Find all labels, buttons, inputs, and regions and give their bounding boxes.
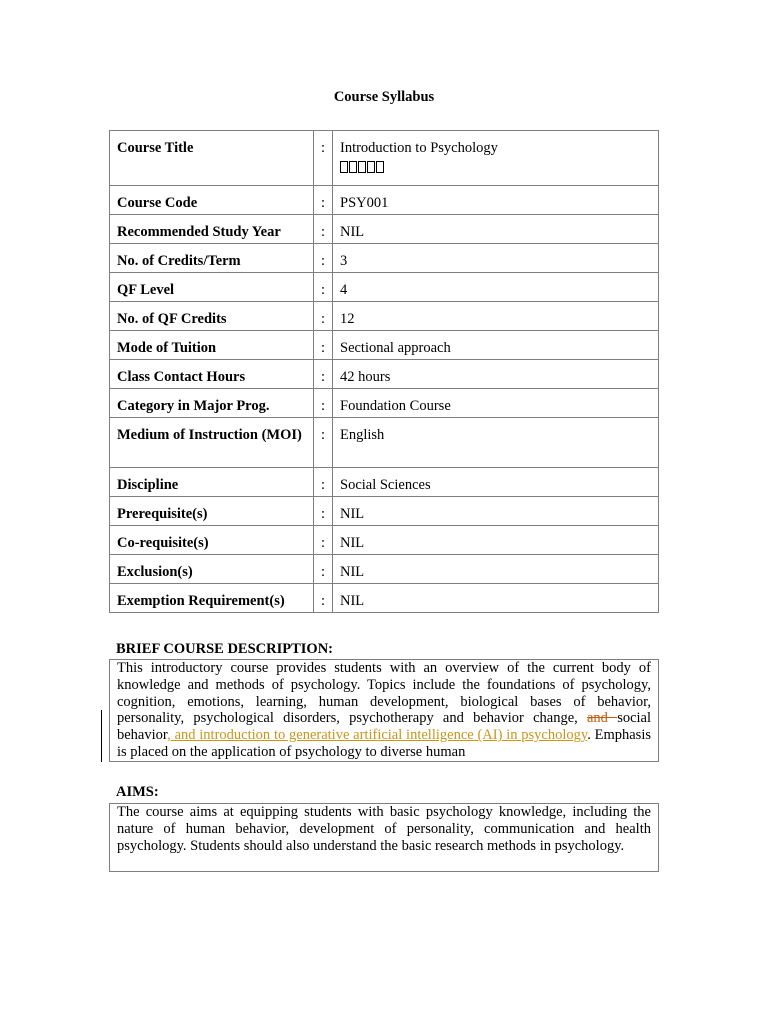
row-colon: : — [314, 389, 333, 418]
row-label: Course Title — [110, 131, 314, 186]
aims-heading: AIMS: — [116, 784, 159, 800]
missing-glyph-icon — [340, 161, 348, 173]
row-colon: : — [314, 468, 333, 497]
row-label: Exclusion(s) — [110, 555, 314, 584]
tracked-deletion: and — [587, 710, 618, 727]
row-label: Mode of Tuition — [110, 331, 314, 360]
row-colon: : — [314, 526, 333, 555]
description-text: . Emphasis is placed on the application of psychology to diverse human — [117, 727, 651, 760]
row-label: Medium of Instruction (MOI) — [110, 418, 314, 468]
row-value — [333, 131, 659, 186]
row-value: 12 — [333, 302, 659, 331]
row-value: Foundation Course — [333, 389, 659, 418]
row-colon: : — [314, 360, 333, 389]
row-value: NIL — [333, 497, 659, 526]
row-value: NIL — [333, 584, 659, 613]
row-label: Class Contact Hours — [110, 360, 314, 389]
row-colon: : — [314, 497, 333, 526]
row-value: 3 — [333, 244, 659, 273]
row-value: 4 — [333, 273, 659, 302]
row-colon: : — [314, 418, 333, 468]
table-row — [110, 360, 659, 389]
row-label: No. of QF Credits — [110, 302, 314, 331]
table-row — [110, 497, 659, 526]
table-row — [110, 555, 659, 584]
table-row — [110, 526, 659, 555]
aims-text: The course aims at equipping students with basic psychology knowledge, including the nature of human behavior, development of personality, communication and health psychology. Students should also understand the basic research methods in psychology. — [117, 804, 651, 854]
tracked-insertion: , and introduction to generative artificial intelligence (AI) in psychology — [167, 727, 588, 744]
row-colon: : — [314, 302, 333, 331]
table-row — [110, 215, 659, 244]
description-box — [109, 659, 659, 762]
change-bar — [101, 710, 102, 762]
description-text: social behavior — [117, 710, 652, 744]
missing-glyphs — [340, 161, 651, 173]
table-row — [110, 131, 659, 186]
row-colon: : — [314, 555, 333, 584]
row-label: Recommended Study Year — [110, 215, 314, 244]
missing-glyph-icon — [349, 161, 357, 173]
row-label: Category in Major Prog. — [110, 389, 314, 418]
row-value: NIL — [333, 215, 659, 244]
table-row — [110, 418, 659, 468]
row-value: NIL — [333, 526, 659, 555]
table-row — [110, 244, 659, 273]
row-value: Social Sciences — [333, 468, 659, 497]
row-colon: : — [314, 584, 333, 613]
row-label: Exemption Requirement(s) — [110, 584, 314, 613]
row-value: Sectional approach — [333, 331, 659, 360]
row-label: Discipline — [110, 468, 314, 497]
table-row — [110, 584, 659, 613]
row-label: QF Level — [110, 273, 314, 302]
table-row — [110, 273, 659, 302]
course-info-table — [109, 130, 659, 613]
description-text: This introductory course provides students with an overview of the current body of knowledge and methods of psychology. Topics include the foundations of psychology, cognition, emotions, learning, human development, biological bases of behavior, personality, psychological disorders, psychotherapy and behavior change, — [117, 660, 651, 727]
table-row — [110, 331, 659, 360]
aims-box — [109, 803, 659, 872]
row-value: PSY001 — [333, 186, 659, 215]
table-row — [110, 389, 659, 418]
missing-glyph-icon — [358, 161, 366, 173]
row-label: Course Code — [110, 186, 314, 215]
missing-glyph-icon — [367, 161, 375, 173]
row-label: No. of Credits/Term — [110, 244, 314, 273]
row-colon: : — [314, 186, 333, 215]
row-colon: : — [314, 331, 333, 360]
table-row — [110, 302, 659, 331]
table-row — [110, 186, 659, 215]
description-heading: BRIEF COURSE DESCRIPTION: — [116, 641, 333, 657]
row-colon: : — [314, 131, 333, 186]
row-colon: : — [314, 273, 333, 302]
table-row — [110, 468, 659, 497]
row-colon: : — [314, 215, 333, 244]
row-value: 42 hours — [333, 360, 659, 389]
course-title-value: Introduction to Psychology — [340, 140, 498, 156]
row-value: English — [333, 418, 659, 468]
row-value: NIL — [333, 555, 659, 584]
row-colon: : — [314, 244, 333, 273]
page-title: Course Syllabus — [333, 89, 435, 105]
missing-glyph-icon — [376, 161, 384, 173]
row-label: Co-requisite(s) — [110, 526, 314, 555]
row-label: Prerequisite(s) — [110, 497, 314, 526]
